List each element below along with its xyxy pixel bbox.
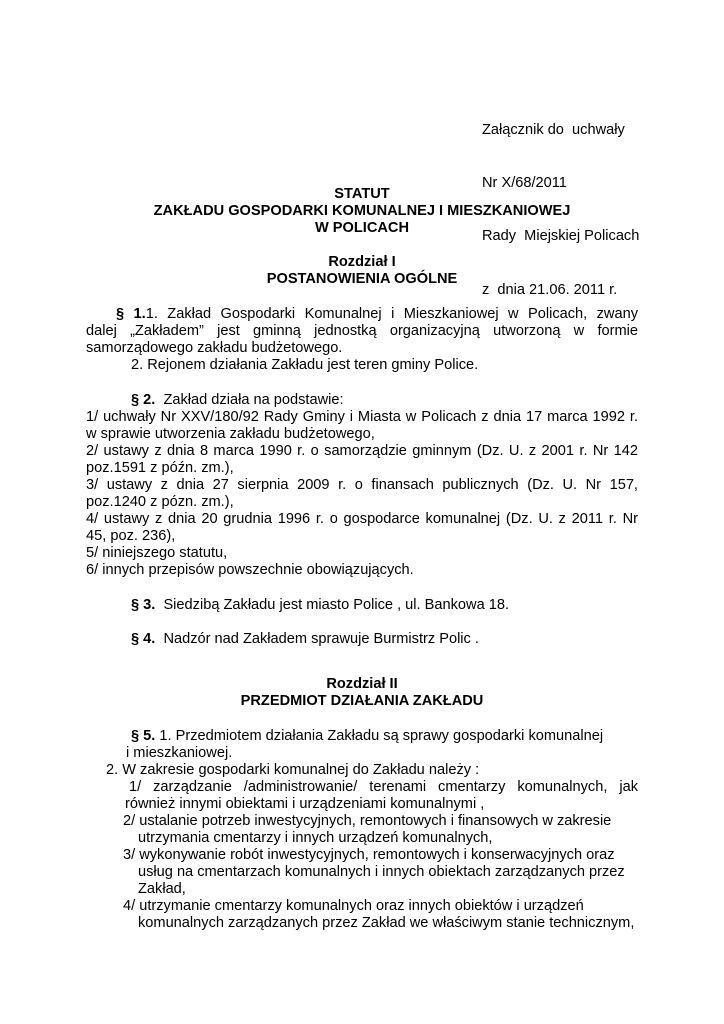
chapter-heading: Rozdział I	[328, 254, 396, 270]
list-item: komunalnych zarządzanych przez Zakład we właściwym stanie technicznym,	[138, 915, 635, 931]
document-title-line: ZAKŁADU GOSPODARKI KOMUNALNEJ I MIESZKANIOWEJ	[153, 203, 571, 219]
attachment-line: z dnia 21.06. 2011 r.	[482, 281, 618, 298]
paragraph-text: Siedzibą Zakładu jest miasto Police , ul. Bankowa 18.	[163, 597, 510, 613]
section-mark: § 5.	[131, 728, 156, 744]
chapter-subheading: PRZEDMIOT DZIAŁANIA ZAKŁADU	[240, 693, 484, 709]
attachment-line: Nr X/68/2011	[482, 174, 567, 191]
paragraph-1-line	[116, 306, 638, 323]
document-title: STATUT	[334, 186, 390, 202]
list-item: 5/ niniejszego statutu,	[86, 545, 228, 561]
section-mark: § 4.	[131, 631, 156, 647]
paragraph-text: Nadzór nad Zakładem sprawuje Burmistrz Polic .	[163, 631, 479, 647]
paragraph-5-point-2: 2. W zakresie gospodarki komunalnej do Zakładu należy :	[106, 762, 480, 778]
list-item: usług na cmentarzach komunalnych i innych obiektach zarządzanych przez	[138, 864, 625, 880]
list-item: 4/ utrzymanie cmentarzy komunalnych oraz innych obiektów i urządzeń	[123, 898, 584, 914]
list-item: 2/ ustalanie potrzeb inwestycyjnych, remontowych i finansowych w zakresie	[123, 813, 612, 829]
paragraph-1-point-2: 2. Rejonem działania Zakładu jest teren gminy Police.	[131, 357, 479, 373]
paragraph-1-line: dalej „Zakładem” jest gminną jednostką organizacyjną utworzoną w formie	[86, 323, 638, 339]
list-item: 1/ zarządzanie /administrowanie/ terenami cmentarzy komunalnych, jak	[129, 779, 638, 795]
list-item: 1/ uchwały Nr XXV/180/92 Rady Gminy i Miasta w Policach z dnia 17 marca 1992 r.	[86, 409, 638, 425]
list-item: również innymi obiektami i urządzeniami komunalnymi ,	[125, 796, 485, 812]
paragraph-3	[131, 597, 509, 614]
section-mark: § 2.	[131, 392, 156, 408]
list-item: poz.1591 z późn. zm.),	[86, 460, 234, 476]
document-title-line: W POLICACH	[314, 220, 410, 236]
list-item: poz.1240 z pózn. zm.),	[86, 494, 234, 510]
paragraph-2-intro	[131, 392, 344, 409]
paragraph-4	[131, 631, 479, 648]
section-mark: § 3.	[131, 597, 156, 613]
paragraph-text: 1. Przedmiotem działania Zakładu są sprawy gospodarki komunalnej	[159, 728, 604, 744]
paragraph-text: Zakład działa na podstawie:	[163, 392, 344, 408]
paragraph-5-line: i mieszkaniowej.	[126, 745, 233, 761]
list-item: 45, poz. 236),	[86, 528, 176, 544]
list-item: 3/ ustawy z dnia 27 sierpnia 2009 r. o finansach publicznych (Dz. U. Nr 157,	[86, 477, 638, 493]
chapter-heading: Rozdział II	[326, 676, 398, 692]
attachment-line: Rady Miejskiej Policach	[482, 228, 640, 245]
list-item: 2/ ustawy z dnia 8 marca 1990 r. o samorządzie gminnym (Dz. U. z 2001 r. Nr 142	[86, 443, 638, 459]
paragraph-1-line: samorządowego zakładu budżetowego.	[86, 340, 343, 356]
chapter-subheading: POSTANOWIENIA OGÓLNE	[266, 271, 458, 287]
attachment-line: Załącznik do uchwały	[482, 121, 625, 138]
list-item: Zakład,	[138, 881, 186, 897]
list-item: utrzymania cmentarzy i innych urządzeń komunalnych,	[138, 830, 493, 846]
section-mark: § 1.	[116, 306, 146, 322]
list-item: 3/ wykonywanie robót inwestycyjnych, remontowych i konserwacyjnych oraz	[123, 847, 615, 863]
paragraph-text: 1. Zakład Gospodarki Komunalnej i Mieszkaniowej w Policach, zwany	[145, 306, 639, 322]
paragraph-5-line	[131, 728, 603, 745]
list-item: w sprawie utworzenia zakładu budżetowego,	[86, 426, 375, 442]
list-item: 4/ ustawy z dnia 20 grudnia 1996 r. o gospodarce komunalnej (Dz. U. z 2011 r. Nr	[86, 511, 638, 527]
list-item: 6/ innych przepisów powszechnie obowiązujących.	[86, 562, 414, 578]
